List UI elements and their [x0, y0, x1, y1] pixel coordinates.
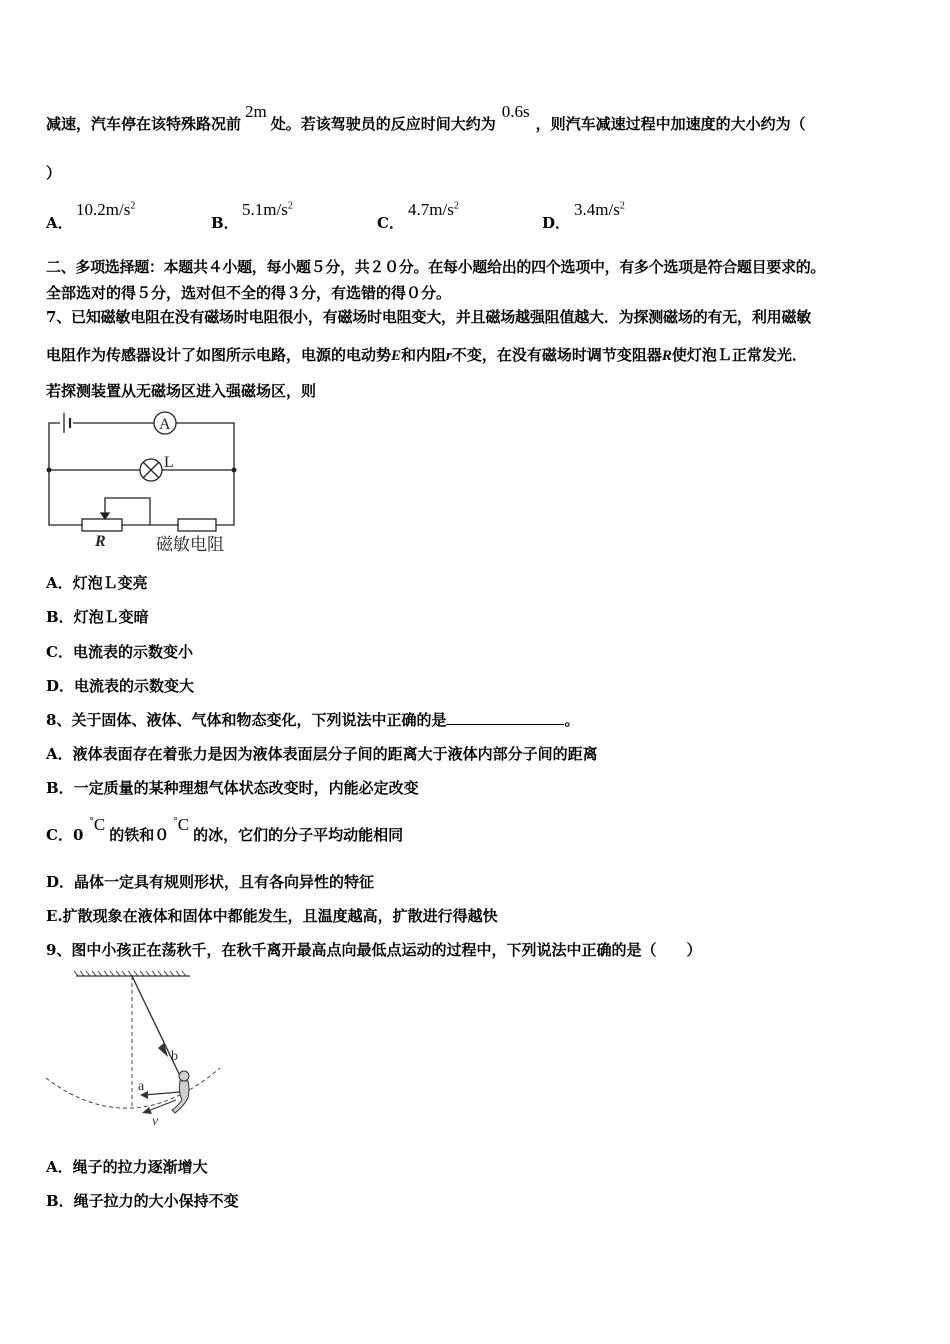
lamp-label: L: [164, 454, 174, 471]
q6-option-c-text: 4.7m/s: [408, 200, 454, 219]
q8-option-c-pre: C．0: [46, 826, 84, 844]
q9-option-b: B．绳子拉力的大小保持不变: [46, 1192, 239, 1210]
q7-symbol-e: E: [391, 348, 402, 364]
q7-symbol-rheostat: R: [661, 348, 672, 364]
q6-option-a-exp: 2: [130, 200, 136, 212]
q8-stem: [46, 710, 579, 730]
q9-swing-diagram: [44, 968, 224, 1128]
q7-stem-line3: 若探测装置从无磁场区进入强磁场区，则: [46, 382, 317, 400]
junction-right: [232, 468, 237, 473]
q8-option-d: D．晶体一定具有规则形状，且有各向异性的特征: [46, 873, 375, 891]
q7-option-a: A．灯泡Ｌ变亮: [46, 574, 148, 592]
q7-option-d: D．电流表的示数变大: [46, 677, 195, 695]
q8-option-c: [46, 815, 404, 848]
q6-option-a-label: A．: [46, 214, 73, 232]
q7-circuit-diagram: [42, 410, 242, 560]
q6-stem-line1: [46, 102, 806, 134]
section2-heading-line1: 二、多项选择题：本题共４小题，每小题５分，共２０分。在每小题给出的四个选项中，有多个选项是符合题目要求的。: [46, 258, 826, 276]
q8-option-e: E.扩散现象在液体和固体中都能发生，且温度越高，扩散进行得越快: [46, 907, 498, 925]
q7-stem-line1: 7、已知磁敏电阻在没有磁场时电阻很小，有磁场时电阻变大，并且磁场越强阻值越大．为探测磁场的有无，利用磁敏: [46, 308, 812, 326]
q6-time: 0.6s: [501, 102, 530, 121]
q7-text-a: 电阻作为传感器设计了如图所示电路，电源的电动势: [46, 346, 392, 364]
q8-stem-text: 8、关于固体、液体、气体和物态变化，下列说法中正确的是: [46, 711, 447, 729]
q6-text-c: ，则汽车减速过程中加速度的大小约为（: [535, 115, 806, 133]
q8-option-c-mid: 的铁和０: [109, 826, 170, 844]
q6-option-d-text: 3.4m/s: [574, 200, 620, 219]
sensor-label: 磁敏电阻: [156, 535, 224, 555]
q6-option-c-label: C．: [377, 214, 404, 232]
velocity-v-arrow: [142, 1107, 152, 1114]
q9-option-a: A．绳子的拉力逐渐增大: [46, 1158, 208, 1176]
q6-distance: 2m: [245, 102, 267, 121]
sensor-resistor-body: [178, 519, 216, 531]
ceiling-hatch: [74, 971, 186, 976]
q6-option-b-text: 5.1m/s: [242, 200, 288, 219]
lamp-cross: [143, 462, 159, 478]
section2-heading-line2: 全部选对的得５分，选对但不全的得３分，有选错的得０分。: [46, 284, 452, 302]
q7-option-c: C．电流表的示数变小: [46, 643, 193, 661]
q7-symbol-r: r: [446, 348, 452, 364]
q6-option-c-value: [408, 200, 459, 220]
q6-option-b-value: [242, 200, 293, 220]
q6-text-b: 处。若该驾驶员的反应时间大约为: [270, 115, 496, 133]
q8-option-c-post: 的冰，它们的分子平均动能相同: [193, 826, 404, 844]
q7-option-b: B．灯泡Ｌ变暗: [46, 608, 149, 626]
q6-option-a-text: 10.2m/s: [76, 200, 131, 219]
q8-option-a: A．液体表面存在着张力是因为液体表面层分子间的距离大于液体内部分子间的距离: [46, 745, 598, 763]
q8-option-b: B．一定质量的某种理想气体状态改变时，内能必定改变: [46, 779, 419, 797]
acceleration-a-label: a: [138, 1079, 145, 1094]
rheostat-arrow: [101, 513, 109, 519]
force-b-arrow: [158, 1043, 168, 1057]
q6-option-a-value: [76, 200, 135, 220]
q7-stem-line2: [46, 345, 807, 366]
force-b-label: b: [171, 1049, 178, 1064]
q8-answer-blank: [446, 710, 564, 725]
q8-degree-2-sign: °: [173, 817, 178, 827]
q8-stem-end: 。: [564, 711, 580, 729]
swing-rope: [132, 976, 182, 1080]
q6-option-b-exp: 2: [287, 200, 293, 212]
rheostat-slider: [105, 498, 150, 525]
velocity-v-label: v: [152, 1114, 159, 1128]
circuit-top-wire: [49, 423, 234, 470]
q7-text-d: 使灯泡Ｌ正常发光．: [671, 346, 807, 364]
q6-option-b-label: B．: [211, 214, 239, 232]
q8-unit-c-1: C: [93, 815, 106, 834]
q6-option-c-exp: 2: [453, 200, 459, 212]
q9-stem: 9、图中小孩正在荡秋千，在秋千离开最高点向最低点运动的过程中，下列说法中正确的是（ ）: [46, 941, 702, 959]
rheostat-body: [82, 519, 122, 531]
q8-unit-c-2: C: [177, 815, 190, 834]
junction-left: [47, 468, 52, 473]
q7-text-b: 和内阻: [401, 346, 447, 364]
rheostat-label: R: [95, 533, 106, 550]
q8-degree-1-sign: °: [89, 817, 94, 827]
q6-text-a: 减速，汽车停在该特殊路况前: [46, 115, 242, 133]
q6-stem-line2: ）: [46, 164, 62, 182]
swing-arc: [46, 1068, 220, 1108]
q6-option-d-label: D．: [542, 214, 571, 232]
q7-text-c: 不变，在没有磁场时调节变阻器: [451, 346, 662, 364]
q6-option-d-value: [574, 200, 625, 220]
ammeter-label: A: [159, 416, 171, 433]
acceleration-a-line: [144, 1092, 180, 1095]
q6-option-d-exp: 2: [619, 200, 625, 212]
